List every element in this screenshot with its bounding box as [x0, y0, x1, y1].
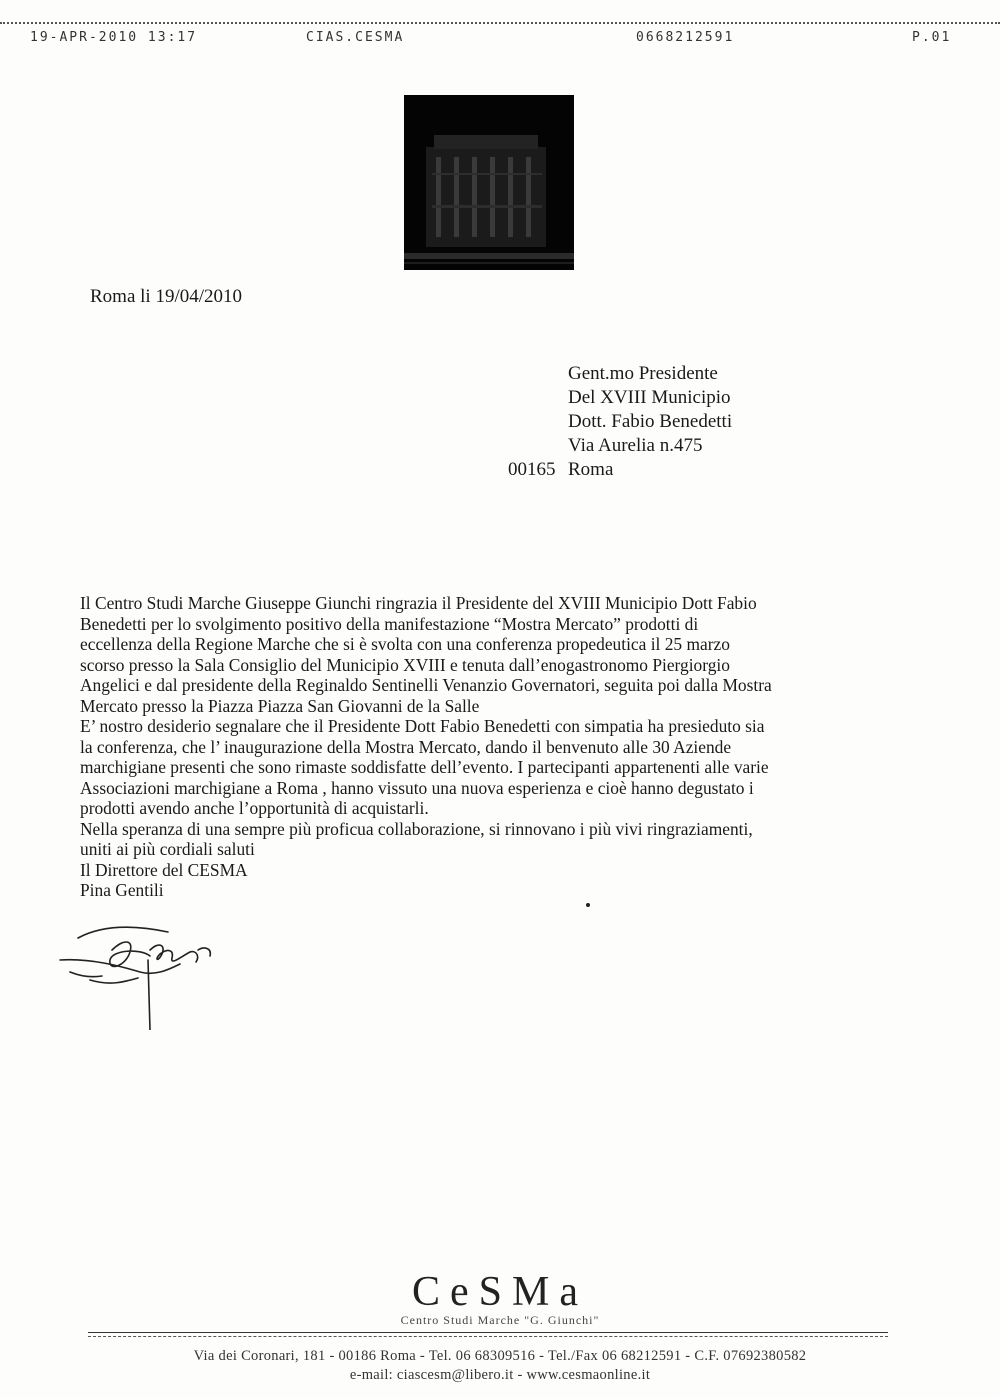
fax-header — [0, 30, 1000, 50]
signatory-name: Pina Gentili — [80, 880, 164, 900]
addressee-line: Del XVIII Municipio — [568, 387, 731, 408]
addressee-city: Roma — [568, 459, 614, 480]
fax-phone: 0668212591 — [636, 30, 735, 45]
body-line: prodotti avendo anche l’opportunità di acquistarli. — [80, 798, 429, 818]
ink-speck — [586, 903, 590, 907]
body-line: eccellenza della Regione Marche che si è svolta con una conferenza propedeutica il 25 marzo — [80, 634, 730, 654]
letter-date: Roma li 19/04/2010 — [90, 286, 242, 307]
fax-date-time: 19-APR-2010 13:17 — [30, 30, 198, 45]
addressee-line: Gent.mo Presidente — [568, 363, 718, 384]
fax-dotted-border — [0, 22, 1000, 24]
signature-icon — [50, 920, 270, 1030]
body-line: Mercato presso la Piazza Piazza San Giovanni de la Salle — [80, 695, 480, 716]
footer-subtitle: Centro Studi Marche "G. Giunchi" — [400, 1313, 600, 1327]
body-line: Associazioni marchigiane a Roma , hanno vissuto una nuova esperienza e cioè hanno degustato i — [80, 777, 754, 798]
handwritten-signature — [50, 920, 270, 1030]
addressee-line: Dott. Fabio Benedetti — [568, 411, 733, 432]
body-line: scorso presso la Sala Consiglio del Municipio XVIII e tenuta dall’enogastronomo Piergiorgio — [80, 654, 730, 675]
letter-body — [80, 593, 895, 901]
body-line: uniti ai più cordiali saluti — [80, 839, 255, 859]
body-line: E’ nostro desiderio segnalare che il Presidente Dott Fabio Benedetti con simpatia ha presieduto sia — [80, 716, 765, 736]
addressee-line: Via Aurelia n.475 — [568, 435, 703, 456]
fax-page-number: P.01 — [912, 30, 952, 45]
footer-divider-dashed — [88, 1336, 888, 1337]
body-line: Il Centro Studi Marche Giuseppe Giunchi ringrazia il Presidente del XVIII Municipio Dott Fabio — [80, 593, 757, 613]
body-line: Angelici e dal presidente della Reginaldo Sentinelli Venanzio Governatori, seguita poi dalla Mostra — [80, 675, 772, 695]
building-photo-logo — [404, 95, 574, 270]
building-photo-icon — [404, 95, 574, 270]
footer-logo: CeSMa — [412, 1269, 588, 1315]
body-line: marchigiane presenti che sono rimaste soddisfatte dell’evento. I partecipanti appartenenti alle varie — [80, 757, 769, 777]
footer-address: Via dei Coronari, 181 - 00186 Roma - Tel. 06 68309516 - Tel./Fax 06 68212591 - C.F. 07692380582 — [193, 1348, 807, 1364]
fax-sender: CIAS.CESMA — [306, 30, 405, 45]
footer-divider — [88, 1332, 888, 1333]
body-line: Nella speranza di una sempre più proficua collaborazione, si rinnovano i più vivi ringraziamenti, — [80, 818, 753, 839]
signatory-title: Il Direttore del CESMA — [80, 859, 248, 880]
footer-contact: e-mail: ciascesm@libero.it - www.cesmaonline.it — [349, 1367, 651, 1383]
addressee-postal-code: 00165 — [508, 459, 556, 480]
body-line: Benedetti per lo svolgimento positivo della manifestazione “Mostra Mercato” prodotti di — [80, 613, 699, 634]
body-line: la conferenza, che l’ inaugurazione della Mostra Mercato, dando il benvenuto alle 30 Aziende — [80, 736, 732, 757]
